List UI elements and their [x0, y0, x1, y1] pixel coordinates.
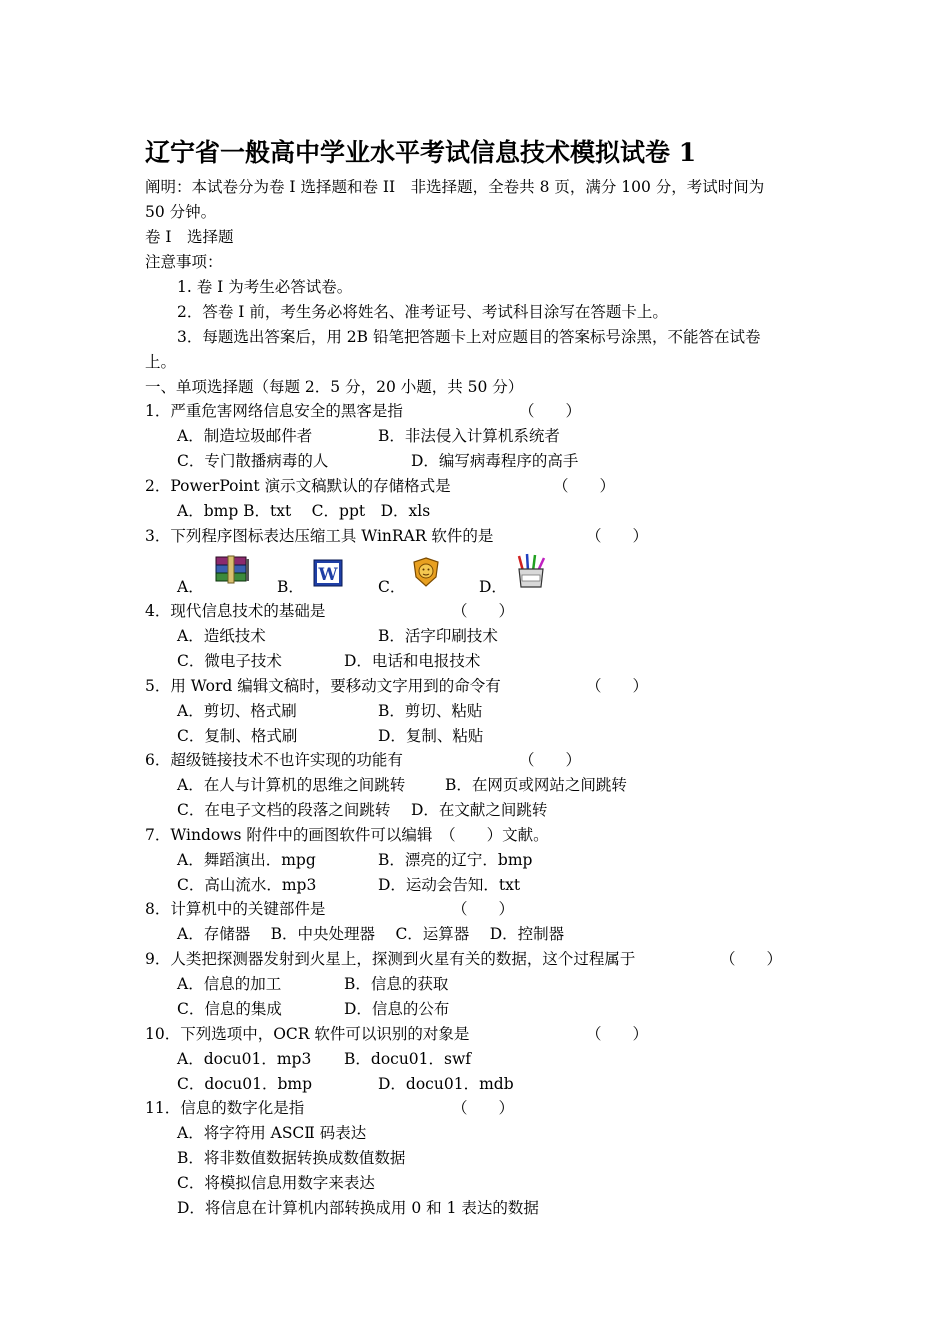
option-c: C．高山流水．mp3 [177, 876, 317, 894]
note-3b: 上。 [145, 353, 177, 371]
question-stem: 3．下列程序图标表达压缩工具 WinRAR 软件的是 [145, 527, 494, 545]
option-a: A．信息的加工 [177, 975, 282, 993]
option-d: D． [479, 578, 507, 596]
option-a: A．造纸技术 [177, 627, 266, 645]
answer-blank: （ ） [519, 751, 582, 769]
answer-blank: （ ） [519, 402, 582, 420]
word-icon [313, 559, 343, 587]
intro-line-2: 50 分钟。 [145, 203, 217, 221]
option-d: D．编写病毒程序的高手 [411, 452, 579, 470]
option-d: D．运动会告知．txt [378, 876, 521, 894]
option-d: D．将信息在计算机内部转换成用 0 和 1 表达的数据 [177, 1199, 539, 1217]
answer-blank: （ ） [720, 950, 783, 968]
option-b: B．剪切、粘贴 [378, 702, 483, 720]
option-d: D．复制、粘贴 [378, 727, 484, 745]
answer-blank: （ ） [452, 900, 515, 918]
option-b: B． [277, 578, 304, 596]
lion-shield-icon [412, 557, 440, 587]
answer-blank: （ ） [586, 527, 649, 545]
question-stem: 7．Windows 附件中的画图软件可以编辑 （ ）文献。 [145, 826, 549, 844]
question-stem: 8．计算机中的关键部件是 [145, 900, 326, 918]
option-a: A．docu01．mp3 [177, 1050, 312, 1068]
option-c: C． [378, 578, 406, 596]
option-b: B．非法侵入计算机系统者 [378, 427, 560, 445]
option-d: D．信息的公布 [344, 1000, 450, 1018]
note-3a: 3．每题选出答案后，用 2B 铅笔把答题卡上对应题目的答案标号涂黑，不能答在试卷 [177, 328, 761, 346]
question-stem: 2．PowerPoint 演示文稿默认的存储格式是 [145, 477, 451, 495]
part-heading: 一、单项选择题（每题 2．5 分，20 小题，共 50 分） [145, 378, 524, 396]
question-stem: 5．用 Word 编辑文稿时，要移动文字用到的命令有 [145, 677, 501, 695]
option-b: B．漂亮的辽宁．bmp [378, 851, 533, 869]
option-c: C．docu01．bmp [177, 1075, 313, 1093]
option-a: A．剪切、格式刷 [177, 702, 297, 720]
note-2: 2．答卷 I 前，考生务必将姓名、准考证号、考试科目涂写在答题卡上。 [177, 303, 668, 321]
note-1: 1. 卷 I 为考生必答试卷。 [177, 278, 353, 296]
option-b: B．信息的获取 [344, 975, 449, 993]
option-a: A．在人与计算机的思维之间跳转 [177, 776, 406, 794]
option-a: A．舞蹈演出．mpg [177, 851, 316, 869]
svg-text:W: W [318, 565, 338, 585]
page-title: 辽宁省一般高中学业水平考试信息技术模拟试卷 1 [145, 138, 697, 167]
options-line: A．bmp B．txt C．ppt D．xls [177, 502, 431, 520]
answer-blank: （ ） [586, 1025, 649, 1043]
option-c: C．专门散播病毒的人 [177, 452, 329, 470]
question-stem: 4．现代信息技术的基础是 [145, 602, 326, 620]
option-d: D．在文献之间跳转 [411, 801, 548, 819]
option-b: B．活字印刷技术 [378, 627, 498, 645]
option-c: C．微电子技术 [177, 652, 282, 670]
option-d: D．docu01．mdb [378, 1075, 514, 1093]
question-stem: 9．人类把探测器发射到火星上，探测到火星有关的数据，这个过程属于 [145, 950, 636, 968]
question-stem: 11．信息的数字化是指 [145, 1099, 305, 1117]
pencil-cup-icon [513, 553, 549, 589]
section-heading: 卷 I 选择题 [145, 228, 234, 246]
option-c: C．信息的集成 [177, 1000, 282, 1018]
option-c: C．复制、格式刷 [177, 727, 298, 745]
option-c: C．将模拟信息用数字来表达 [177, 1174, 375, 1192]
options-line: A．存储器 B．中央处理器 C．运算器 D．控制器 [177, 925, 565, 943]
option-a: A．制造垃圾邮件者 [177, 427, 313, 445]
notice-heading: 注意事项： [145, 253, 223, 271]
answer-blank: （ ） [553, 477, 616, 495]
option-b: B．在网页或网站之间跳转 [445, 776, 627, 794]
option-a: A．将字符用 ASCⅡ 码表达 [177, 1124, 367, 1142]
answer-blank: （ ） [452, 602, 515, 620]
answer-blank: （ ） [586, 677, 649, 695]
option-a: A． [177, 578, 204, 596]
question-stem: 1．严重危害网络信息安全的黑客是指 [145, 402, 403, 420]
question-stem: 10．下列选项中，OCR 软件可以识别的对象是 [145, 1025, 470, 1043]
intro-line-1: 阐明：本试卷分为卷 I 选择题和卷 II 非选择题，全卷共 8 页，满分 100 分，考试时间为 [145, 178, 765, 196]
option-d: D．电话和电报技术 [344, 652, 481, 670]
winrar-icon [214, 555, 250, 585]
option-c: C．在电子文档的段落之间跳转 [177, 801, 391, 819]
answer-blank: （ ） [452, 1099, 515, 1117]
option-b: B．docu01．swf [344, 1050, 471, 1068]
question-stem: 6．超级链接技术不也许实现的功能有 [145, 751, 403, 769]
option-b: B．将非数值数据转换成数值数据 [177, 1149, 406, 1167]
